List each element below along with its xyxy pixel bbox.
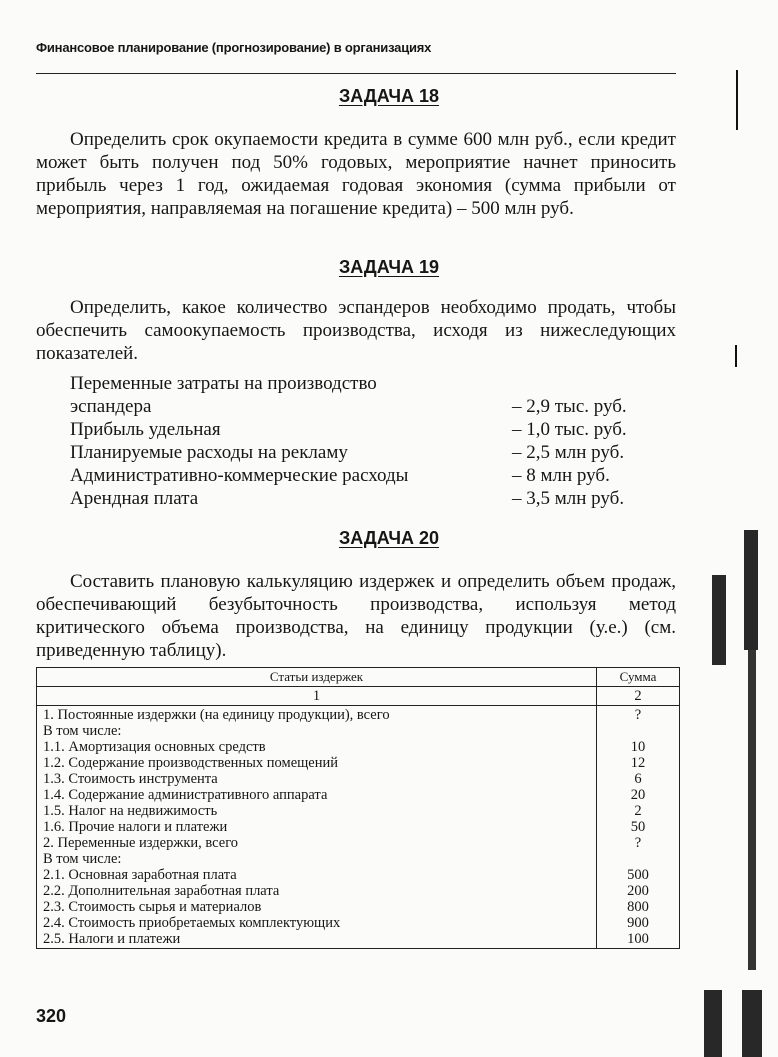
task-19-text: Определить, какое количество эспандеров необходимо продать, чтобы обеспечить самоокупаемость производства, исходя из нижеследующих показателей.	[36, 297, 676, 364]
parameter-label: эспандера	[70, 396, 152, 417]
scan-edge-mark	[736, 70, 738, 130]
cost-item: 2.4. Стоимость приобретаемых комплектующих	[43, 915, 341, 931]
scan-edge-shadow	[712, 575, 726, 665]
task-18-title: ЗАДАЧА 18	[338, 86, 440, 106]
cost-sum: 20	[630, 787, 646, 803]
cost-sum: ?	[634, 707, 642, 723]
cost-sum: 2	[634, 803, 642, 819]
parameter-value: – 8 млн руб.	[512, 465, 610, 486]
task-19-parameters	[70, 372, 660, 510]
cost-sum: 12	[630, 755, 646, 771]
cost-sum	[603, 851, 673, 867]
cost-sum: 100	[627, 931, 649, 947]
scan-edge-mark	[735, 345, 737, 367]
parameter-row	[70, 418, 660, 441]
cost-item: 2.2. Дополнительная заработная плата	[43, 883, 280, 899]
parameter-value: – 2,5 млн руб.	[512, 442, 625, 463]
parameter-row	[70, 464, 660, 487]
parameter-value	[512, 372, 660, 395]
cost-item: 1.1. Амортизация основных средств	[43, 739, 266, 755]
header-rule	[36, 73, 676, 74]
cost-item: 1.4. Содержание административного аппарата	[43, 787, 328, 803]
cost-items-table	[36, 667, 680, 949]
cost-sum: 900	[627, 915, 649, 931]
task-20-title: ЗАДАЧА 20	[338, 528, 440, 548]
parameter-row	[70, 441, 660, 464]
parameter-label: Арендная плата	[70, 488, 199, 509]
task-20-text: Составить плановую калькуляцию издержек и определить объем продаж, обеспечивающий безубыточность производства, используя метод критического объема производства, на единицу продукции (у.е.) (см. приведенную таблицу).	[36, 571, 676, 661]
cost-sum: ?	[634, 835, 642, 851]
parameter-value: – 2,9 тыс. руб.	[512, 396, 627, 417]
cost-item: В том числе:	[43, 851, 122, 867]
cost-item: 1.3. Стоимость инструмента	[43, 771, 218, 787]
cost-item: 1.5. Налог на недвижимость	[43, 803, 218, 819]
table-body-row	[37, 706, 680, 949]
cost-item: 1.6. Прочие налоги и платежи	[43, 819, 228, 835]
cost-item: 2.5. Налоги и платежи	[43, 931, 181, 947]
cost-item: 1.2. Содержание производственных помещений	[43, 755, 339, 771]
cost-sum: 200	[627, 883, 649, 899]
parameter-row	[70, 395, 660, 418]
scan-edge-shadow	[748, 650, 756, 970]
cost-item: 2.1. Основная заработная плата	[43, 867, 237, 883]
running-header: Финансовое планирование (прогнозирование) в организациях	[36, 40, 432, 55]
parameter-row	[70, 487, 660, 510]
cost-sum: 10	[630, 739, 646, 755]
cost-sum	[603, 723, 673, 739]
cost-sum: 800	[627, 899, 649, 915]
column-header-items: Статьи издержек	[37, 668, 597, 687]
cost-sum: 50	[630, 819, 646, 835]
parameter-label: Административно-коммерческие расходы	[70, 465, 409, 486]
cost-item: 2.3. Стоимость сырья и материалов	[43, 899, 262, 915]
cost-sum: 500	[627, 867, 649, 883]
cost-item: 2. Переменные издержки, всего	[43, 835, 239, 851]
cost-items-cell	[37, 706, 597, 949]
scan-edge-shadow	[744, 530, 758, 650]
parameter-label: Прибыль удельная	[70, 419, 221, 440]
parameter-value: – 3,5 млн руб.	[512, 488, 625, 509]
sums-cell	[597, 706, 680, 949]
cost-sum: 6	[634, 771, 642, 787]
table-header-row	[37, 668, 680, 687]
scan-edge-shadow	[704, 990, 722, 1057]
table-number-row	[37, 687, 680, 706]
column-number-2: 2	[597, 687, 680, 706]
cost-item: 1. Постоянные издержки (на единицу продукции), всего	[43, 707, 390, 723]
parameter-value: – 1,0 тыс. руб.	[512, 419, 627, 440]
parameter-label: Переменные затраты на производство	[70, 373, 377, 394]
column-number-1: 1	[37, 687, 597, 706]
task-19-title: ЗАДАЧА 19	[338, 257, 440, 277]
parameter-label: Планируемые расходы на рекламу	[70, 442, 348, 463]
column-header-sum: Сумма	[597, 668, 680, 687]
cost-item: В том числе:	[43, 723, 122, 739]
parameter-row	[70, 372, 660, 395]
page-number: 320	[36, 1006, 67, 1026]
scan-edge-shadow	[742, 990, 762, 1057]
task-18-text: Определить срок окупаемости кредита в сумме 600 млн руб., если кредит может быть получен под 50% годовых, мероприятие начнет приносить прибыль через 1 год, ожидаемая годовая экономия (сумма прибыли от мероприятия, направляемая на погашение кредита) – 500 млн руб.	[36, 129, 676, 219]
